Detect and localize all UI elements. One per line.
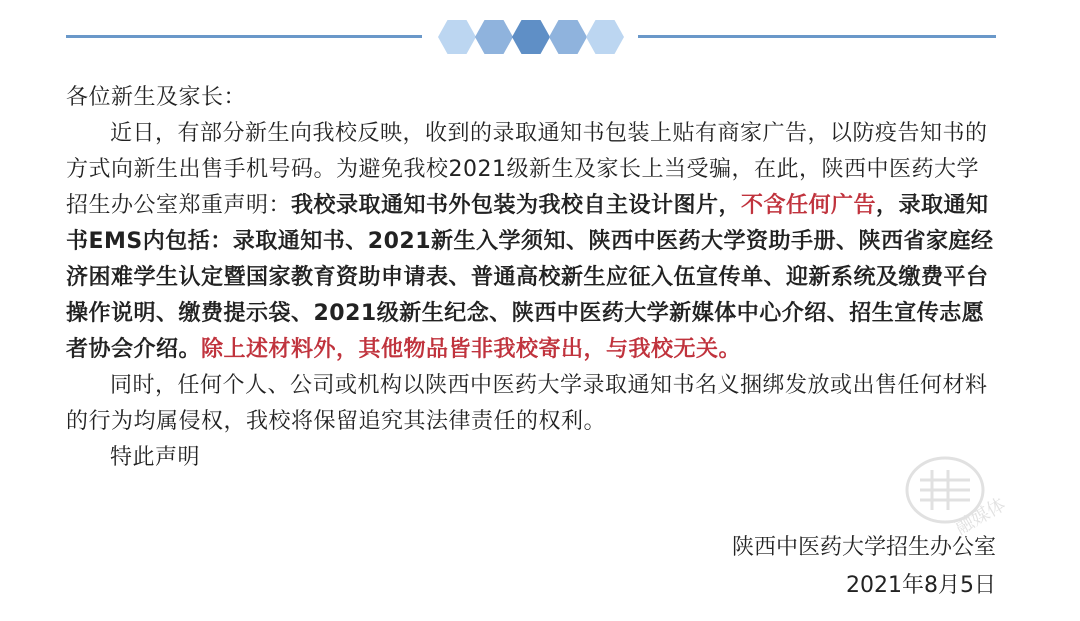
paragraph-1 [66, 116, 998, 368]
paragraph-1-bold-2: ，录取通知书EMS内包括：录取通知书、2021新生入学须知、陕西中医药大学资助手册、陕西省家庭经济困难学生认定暨国家教育资助申请表、普通高校新生应征入伍宣传单、迎新系统及缴费平台操作说明、缴费提示袋、2021级新生纪念、陕西中医药大学新媒体中心介绍、招生宣传志愿者协会介绍。 [66, 193, 994, 362]
hexagon-1 [438, 20, 476, 54]
paragraph-1-bold-1: 我校录取通知书外包装为我校自主设计图片， [291, 193, 742, 218]
signature-date: 2021年8月5日 [846, 573, 996, 598]
watermark-text: 融媒体 [952, 494, 1010, 540]
hexagon-4 [549, 20, 587, 54]
greeting: 各位新生及家长： [66, 85, 247, 110]
paragraph-2: 同时，任何个人、公司或机构以陕西中医药大学录取通知书名义捆绑发放或出售任何材料的行为均属侵权，我校将保留追究其法律责任的权利。 [66, 373, 988, 434]
header-divider-left [66, 35, 422, 38]
closing-line: 特此声明 [110, 445, 201, 470]
notice-body [66, 80, 998, 476]
hexagon-5 [586, 20, 624, 54]
paragraph-1-red-2: 除上述材料外，其他物品皆非我校寄出，与我校无关。 [201, 337, 742, 362]
paragraph-1-intro: 近日，有部分新生向我校反映，收到的录取通知书包装上贴有商家广告，以防疫告知书的方式向新生出售手机号码。为避免我校2021级新生及家长上当受骗，在此，陕西中医药大学招生办公室郑重声明： [66, 121, 988, 218]
header-divider-right [638, 35, 996, 38]
media-watermark-logo [890, 440, 1040, 560]
hexagon-3 [512, 20, 550, 54]
header-hexagon-ornament [438, 18, 624, 58]
paragraph-1-red-1: 不含任何广告 [741, 193, 877, 218]
signature-organization: 陕西中医药大学招生办公室 [731, 535, 996, 560]
hexagon-2 [475, 20, 513, 54]
